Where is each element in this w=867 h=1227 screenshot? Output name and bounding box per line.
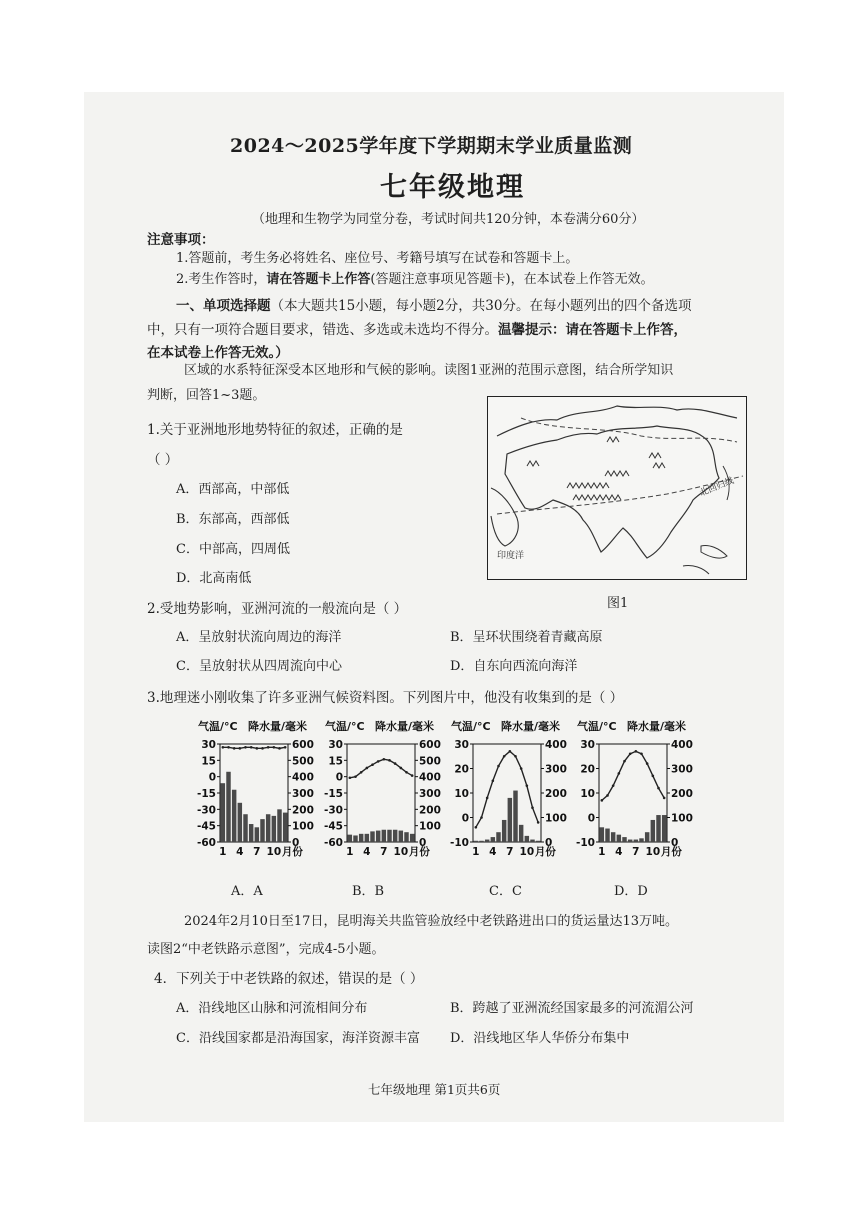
section1-line3: 在本试卷上作答无效。） <box>147 345 289 361</box>
intro2-line1: 2024年2月10日至17日，昆明海关共监管验放经中老铁路进出口的货运量达13万吨。 <box>184 914 678 929</box>
chart-a-temp-line <box>223 747 285 748</box>
climate-chart-a-svg <box>196 716 322 866</box>
climate-chart-d-svg <box>575 716 701 866</box>
chart-b-temp-point <box>377 760 380 763</box>
chart-d-temp-point <box>635 750 638 753</box>
chart-a-left-tick-label: 30 <box>201 739 216 751</box>
q1-option-c: C．中部高，四周低 <box>176 542 290 557</box>
intro1-line1: 区域的水系特征深受本区地形和气候的影响。读图1亚洲的范围示意图，结合所学知识 <box>184 363 674 378</box>
chart-b-precip-bar <box>382 830 386 842</box>
section1-line1 <box>176 294 691 314</box>
q3-option-d: D．D <box>614 884 648 899</box>
chart-d-x-tick-label: 1 <box>598 846 606 858</box>
q1-option-b: B．东部高，西部低 <box>176 512 290 527</box>
exam-title: 2024～2025学年度下学期期末学业质量监测 <box>230 135 633 157</box>
chart-a-precip-bar <box>226 772 230 842</box>
chart-b-temp-line <box>350 759 412 778</box>
q2-option-b: B．呈环状围绕着青藏高原 <box>450 630 603 645</box>
chart-a-precip-bar <box>243 814 247 842</box>
chart-b-precip-bar <box>359 834 363 842</box>
chart-c-temp-point <box>497 765 500 768</box>
chart-d-left-tick-label: 10 <box>580 788 595 800</box>
chart-a-x-tick-label: 1 <box>219 846 227 858</box>
q3-option-c: C．C <box>489 884 522 899</box>
chart-c-left-tick-label: 0 <box>461 812 469 825</box>
chart-c-right-tick-label: 0 <box>545 837 553 849</box>
q1-option-d: D．北高南低 <box>176 571 252 586</box>
chart-c-precip-bar <box>513 791 517 842</box>
chart-a-temp-point <box>256 747 259 750</box>
chart-c-x-tick-label: 1 <box>472 846 480 858</box>
ocean-label: 印度洋 <box>497 551 525 561</box>
chart-a-left-tick-label: -60 <box>197 837 216 849</box>
climate-chart-c <box>449 716 575 870</box>
exam-note: （地理和生物学为同堂分卷，考试时间共120分钟，本卷满分60分） <box>252 212 645 227</box>
intro2-line2: 读图2“中老铁路示意图”，完成4-5小题。 <box>147 942 385 957</box>
chart-a-left-tick-label: 15 <box>201 755 216 768</box>
chart-b-left-tick-label: -45 <box>324 820 343 833</box>
section1-line2-a: 中，只有一项符合题目要求，错选、多选或未选均不得分。 <box>147 322 498 338</box>
chart-b-temp-point <box>411 774 414 777</box>
chart-a-right-tick-label: 100 <box>292 820 314 833</box>
chart-c-temp-axis-title: 气温/°C <box>451 720 491 733</box>
chart-c-temp-point <box>492 779 495 782</box>
climate-chart-d <box>575 716 701 870</box>
chart-a-temp-point <box>261 747 264 750</box>
chart-b-left-tick-label: -60 <box>324 837 343 849</box>
chart-c-temp-point <box>537 821 540 824</box>
chart-b-precip-bar <box>353 835 357 842</box>
climate-chart-c-svg <box>449 716 575 866</box>
chart-a-temp-point <box>222 746 225 749</box>
chart-d-x-tick-label: 7 <box>632 846 640 858</box>
chart-b-x-tick-label: 4 <box>363 846 371 858</box>
chart-b-temp-point <box>354 775 357 778</box>
chart-b-precip-axis-title: 降水量/毫米 <box>375 720 435 733</box>
chart-a-right-tick-label: 300 <box>292 788 314 800</box>
chart-a-precip-bar <box>249 824 253 842</box>
section1-line1-text: （本大题共15小题，每小题2分，共30分。在每小题列出的四个备选项 <box>270 298 692 314</box>
chart-b-temp-point <box>388 759 391 762</box>
chart-b-temp-point <box>383 758 386 761</box>
chart-a-precip-bar <box>238 803 242 842</box>
q3-option-a: A．A <box>231 884 263 899</box>
chart-a-right-tick-label: 400 <box>292 771 314 784</box>
chart-d-precip-bar <box>662 815 666 842</box>
chart-d-precip-bar <box>622 837 626 842</box>
chart-c-left-tick-label: -10 <box>450 837 469 849</box>
chart-a-temp-point <box>233 747 236 750</box>
chart-c-x-axis-title: 月份 <box>534 846 556 858</box>
chart-d-precip-bar <box>651 820 655 842</box>
chart-b-temp-point <box>405 771 408 774</box>
chart-d-right-tick-label: 0 <box>671 837 679 849</box>
chart-b-temp-axis-title: 气温/°C <box>325 720 365 733</box>
chart-b-precip-bar <box>393 830 397 842</box>
chart-c-precip-bar <box>508 798 512 842</box>
chart-b-precip-bar <box>370 831 374 842</box>
q4-option-b: B．跨越了亚洲流经国家最多的河流湄公河 <box>450 1001 694 1016</box>
q4-option-d: D．沿线地区华人华侨分布集中 <box>450 1031 630 1046</box>
chart-d-precip-bar <box>617 835 621 842</box>
chart-a-temp-point <box>227 746 230 749</box>
chart-d-temp-point <box>663 797 666 800</box>
chart-d-temp-point <box>606 794 609 797</box>
chart-d-right-tick-label: 400 <box>671 739 693 751</box>
chart-c-temp-point <box>503 755 506 758</box>
chart-b-precip-bar <box>387 830 391 842</box>
chart-d-temp-point <box>657 787 660 790</box>
chart-a-temp-point <box>284 746 287 749</box>
chart-b-x-tick-label: 7 <box>380 846 388 858</box>
chart-b-right-tick-label: 400 <box>419 771 441 784</box>
chart-a-temp-point <box>278 747 281 750</box>
chart-c-left-tick-label: 10 <box>454 788 469 800</box>
chart-d-precip-bar <box>656 815 660 842</box>
chart-c-left-tick-label: 20 <box>454 763 469 776</box>
chart-c-precip-bar <box>479 841 483 842</box>
chart-b-left-tick-label: 30 <box>328 739 343 751</box>
chart-b-precip-bar <box>410 834 414 842</box>
chart-a-x-tick-label: 4 <box>236 846 244 858</box>
q3-option-b: B．B <box>352 884 385 899</box>
chart-c-temp-point <box>475 826 478 829</box>
q1-stem: 1.关于亚洲地形地势特征的叙述，正确的是 <box>147 422 403 438</box>
chart-c-precip-bar <box>485 840 489 842</box>
chart-d-right-tick-label: 100 <box>671 812 693 825</box>
chart-a-right-tick-label: 500 <box>292 755 314 768</box>
chart-d-left-tick-label: 20 <box>580 763 595 776</box>
climate-chart-a <box>196 716 322 870</box>
chart-a-left-tick-label: -30 <box>197 804 216 817</box>
chart-b-left-tick-label: 15 <box>328 755 343 768</box>
notice-item-2-a: 2.考生作答时， <box>176 272 267 287</box>
chart-d-temp-point <box>652 775 655 778</box>
chart-d-precip-bar <box>645 832 649 842</box>
subject-title: 七年级地理 <box>380 172 525 203</box>
chart-d-precip-bar <box>605 829 609 842</box>
chart-c-precip-bar <box>502 820 506 842</box>
chart-d-left-tick-label: 30 <box>580 739 595 751</box>
chart-b-right-tick-label: 600 <box>419 739 441 751</box>
figure1-asia-map <box>487 396 747 580</box>
chart-c-x-tick-label: 7 <box>506 846 514 858</box>
chart-c-right-tick-label: 400 <box>545 739 567 751</box>
notice-item-2 <box>176 268 654 287</box>
chart-d-temp-point <box>646 762 649 765</box>
chart-c-temp-point <box>526 784 529 787</box>
chart-d-temp-point <box>640 753 643 756</box>
q3-stem: 3.地理迷小刚收集了许多亚洲气候资料图。下列图片中，他没有收集到的是（ ） <box>147 690 624 706</box>
chart-d-right-tick-label: 300 <box>671 763 693 776</box>
chart-a-precip-bar <box>266 814 270 842</box>
q1-option-a: A．西部高，中部低 <box>176 482 290 497</box>
chart-b-temp-point <box>349 776 352 779</box>
chart-c-precip-bar <box>519 825 523 842</box>
chart-c-temp-point <box>486 797 489 800</box>
chart-c-temp-point <box>531 806 534 809</box>
chart-c-temp-point <box>480 816 483 819</box>
tropic-label: 北回归线 <box>698 476 736 499</box>
section1-line2-b: 温馨提示：请在答题卡上作答， <box>498 322 687 338</box>
chart-b-precip-bar <box>365 834 369 842</box>
chart-b-precip-bar <box>348 835 352 842</box>
chart-c-temp-line <box>476 751 538 827</box>
q4-option-c: C．沿线国家都是沿海国家，海洋资源丰富 <box>176 1031 420 1046</box>
chart-d-precip-axis-title: 降水量/毫米 <box>627 720 687 733</box>
chart-c-x-tick-label: 10 <box>519 846 535 858</box>
chart-a-left-tick-label: -15 <box>197 788 216 800</box>
chart-c-precip-bar <box>525 836 529 842</box>
chart-d-temp-point <box>629 753 632 756</box>
chart-b-frame <box>347 744 415 842</box>
chart-a-precip-bar <box>232 790 236 842</box>
chart-a-precip-bar <box>260 819 264 842</box>
notice-item-1: 1.答题前，考生务必将姓名、座位号、考籍号填写在试卷和答题卡上。 <box>176 251 579 266</box>
chart-c-left-tick-label: 30 <box>454 739 469 751</box>
chart-c-precip-bar <box>496 832 500 842</box>
chart-b-precip-bar <box>376 831 380 842</box>
section1-line2 <box>147 318 687 338</box>
chart-d-precip-bar <box>634 840 638 842</box>
intro1-line2: 判断，回答1~3题。 <box>147 388 266 403</box>
q2-option-d: D．自东向西流向海洋 <box>450 659 578 674</box>
chart-b-temp-point <box>400 767 403 770</box>
chart-d-left-tick-label: 0 <box>587 812 595 825</box>
notice-item-2-c: (答题注意事项见答题卡)，在本试卷上作答无效。 <box>370 272 654 287</box>
chart-b-right-tick-label: 0 <box>419 837 427 849</box>
chart-c-right-tick-label: 200 <box>545 788 567 800</box>
chart-a-left-tick-label: 0 <box>208 771 216 784</box>
section1-heading: 一、单项选择题 <box>176 298 271 314</box>
q2-option-c: C．呈放射状从四周流向中心 <box>176 659 342 674</box>
chart-a-precip-bar <box>283 813 287 842</box>
notice-heading: 注意事项： <box>147 232 215 248</box>
page-footer: 七年级地理 第1页共6页 <box>368 1082 501 1097</box>
chart-c-right-tick-label: 300 <box>545 763 567 776</box>
q4-option-a: A．沿线地区山脉和河流相间分布 <box>176 1001 368 1016</box>
chart-b-temp-point <box>371 763 374 766</box>
chart-b-x-tick-label: 1 <box>346 846 354 858</box>
q4-stem: 4．下列关于中老铁路的叙述，错误的是（ ） <box>154 971 424 987</box>
chart-a-precip-bar <box>272 816 276 842</box>
chart-d-precip-bar <box>611 832 615 842</box>
chart-c-precip-axis-title: 降水量/毫米 <box>501 720 561 733</box>
chart-b-right-tick-label: 500 <box>419 755 441 768</box>
chart-a-precip-axis-title: 降水量/毫米 <box>248 720 308 733</box>
chart-a-x-tick-label: 10 <box>266 846 282 858</box>
chart-b-right-tick-label: 100 <box>419 820 441 833</box>
climate-chart-b <box>323 716 449 870</box>
chart-d-temp-axis-title: 气温/°C <box>577 720 617 733</box>
chart-d-temp-point <box>612 784 615 787</box>
chart-a-precip-bar <box>221 783 225 842</box>
chart-b-x-tick-label: 10 <box>393 846 409 858</box>
chart-c-temp-point <box>520 767 523 770</box>
q2-stem: 2.受地势影响，亚洲河流的一般流向是（ ） <box>147 601 408 617</box>
chart-b-temp-point <box>394 762 397 765</box>
chart-a-x-axis-title: 月份 <box>281 846 303 858</box>
chart-a-temp-point <box>239 747 242 750</box>
chart-a-temp-point <box>244 746 247 749</box>
chart-b-precip-bar <box>399 831 403 842</box>
chart-a-temp-axis-title: 气温/°C <box>198 720 238 733</box>
chart-d-x-tick-label: 10 <box>645 846 661 858</box>
chart-d-temp-point <box>618 772 621 775</box>
figure1-caption: 图1 <box>607 596 629 611</box>
chart-c-precip-bar <box>536 841 540 842</box>
chart-c-precip-bar <box>491 837 495 842</box>
chart-d-temp-line <box>602 751 664 800</box>
chart-c-temp-point <box>509 750 512 753</box>
chart-a-x-tick-label: 7 <box>253 846 261 858</box>
chart-b-temp-point <box>366 767 369 770</box>
chart-c-right-tick-label: 100 <box>545 812 567 825</box>
chart-a-right-tick-label: 0 <box>292 837 300 849</box>
chart-a-precip-bar <box>255 827 259 842</box>
notice-item-2-b: 请在答题卡上作答 <box>266 272 371 287</box>
q2-option-a: A．呈放射状流向周边的海洋 <box>176 630 342 645</box>
chart-d-left-tick-label: -10 <box>576 837 595 849</box>
chart-d-x-tick-label: 4 <box>615 846 623 858</box>
climate-chart-b-svg <box>323 716 449 866</box>
chart-b-x-axis-title: 月份 <box>408 846 430 858</box>
chart-a-right-tick-label: 600 <box>292 739 314 751</box>
chart-c-precip-bar <box>474 841 478 842</box>
chart-a-right-tick-label: 200 <box>292 804 314 817</box>
chart-d-right-tick-label: 200 <box>671 788 693 800</box>
asia-map-svg <box>487 396 747 580</box>
chart-c-precip-bar <box>530 840 534 842</box>
chart-b-right-tick-label: 300 <box>419 788 441 800</box>
chart-d-temp-point <box>601 799 604 802</box>
chart-d-x-axis-title: 月份 <box>660 846 682 858</box>
chart-b-temp-point <box>360 771 363 774</box>
chart-a-left-tick-label: -45 <box>197 820 216 833</box>
q1-blank: （ ） <box>147 452 179 468</box>
chart-b-right-tick-label: 200 <box>419 804 441 817</box>
chart-b-left-tick-label: -30 <box>324 804 343 817</box>
chart-d-precip-bar <box>628 840 632 842</box>
chart-b-precip-bar <box>404 832 408 842</box>
chart-b-left-tick-label: 0 <box>335 771 343 784</box>
chart-b-left-tick-label: -15 <box>324 788 343 800</box>
chart-a-precip-bar <box>277 809 281 842</box>
chart-a-temp-point <box>273 746 276 749</box>
chart-c-frame <box>473 744 541 842</box>
chart-d-precip-bar <box>639 838 643 842</box>
chart-c-temp-point <box>514 755 517 758</box>
chart-a-temp-point <box>250 746 253 749</box>
chart-d-precip-bar <box>600 827 604 842</box>
chart-a-temp-point <box>267 746 270 749</box>
chart-d-temp-point <box>623 760 626 763</box>
chart-c-x-tick-label: 4 <box>489 846 497 858</box>
